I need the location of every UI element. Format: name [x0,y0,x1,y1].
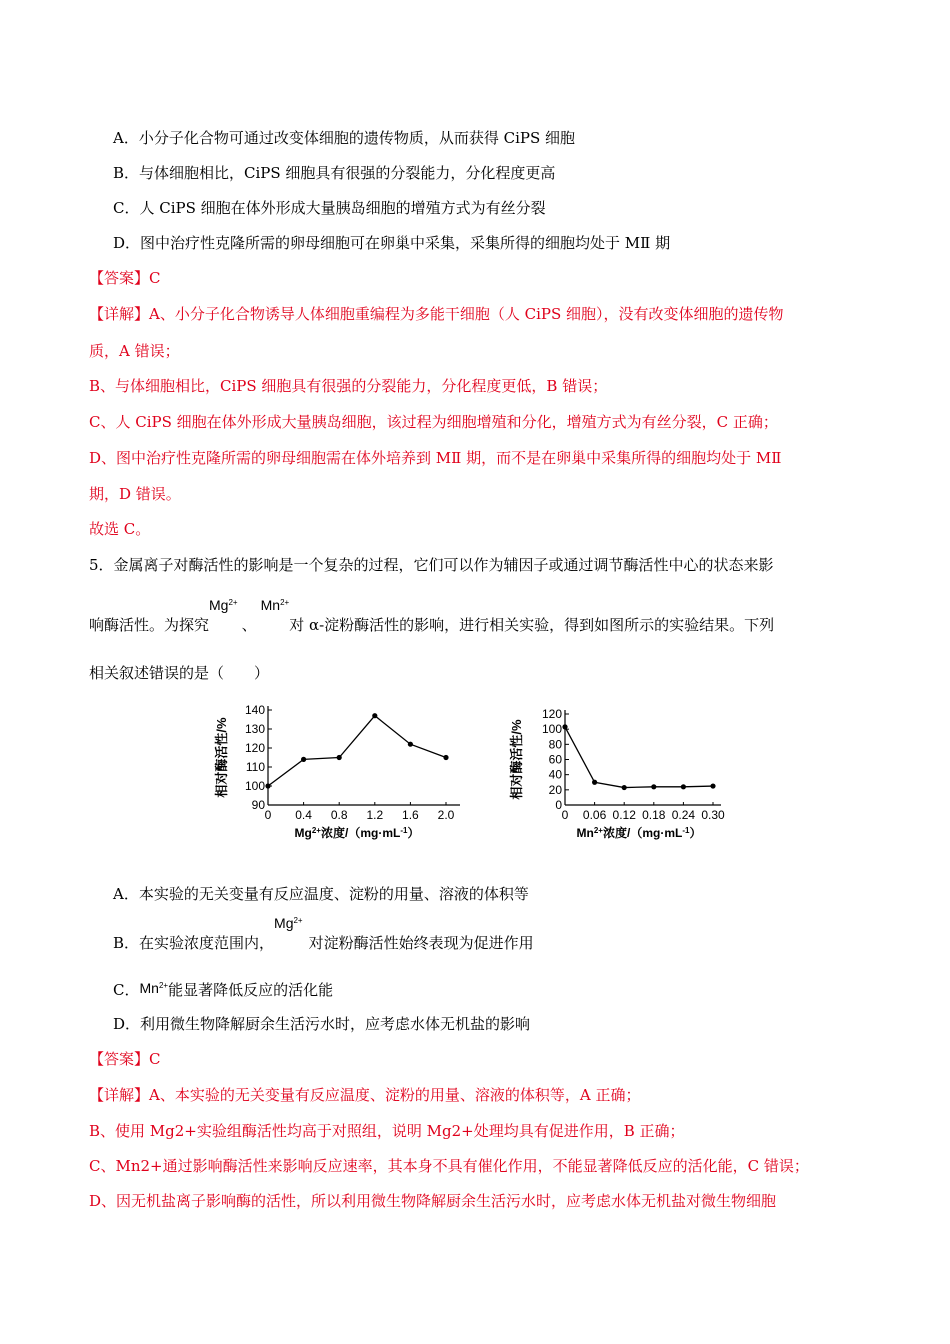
chart-mg-y-tick-label: 120 [244,741,265,755]
chart-mn-y-tick-label: 40 [548,767,562,782]
q4-conclusion: 故选 C。 [89,520,151,538]
chart-mn-y-tick-label: 100 [541,722,562,737]
q5-option-b-text-pre: B．在实验浓度范围内， [113,934,275,952]
q5-stem-text-post: 对 α-淀粉酶活性的影响，进行相关实验，得到如图所示的实验结果。下列 [289,616,775,634]
chart-mg-data-point [337,755,342,760]
q5-option-d: D．利用微生物降解厨余生活污水时，应考虑水体无机盐的影响 [113,1015,531,1033]
q5-option-b [113,915,534,954]
q4-detail-line-6: 期，D 错误。 [89,485,181,503]
q5-stem-line-2 [89,597,775,636]
chart-mn-data-point [562,724,567,729]
chart-mg-x-tick-label: 1.2 [366,808,384,822]
q5-option-c-text-post: 能显著降低反应的活化能 [168,981,334,999]
chart-mn-y-tick-label: 80 [548,737,562,752]
chart-mn-data-point [681,784,686,789]
chart-mg-data-point [443,755,448,760]
q4-answer: 【答案】C [89,269,161,287]
q5-option-c [113,979,333,1001]
chart-mn-x-tick-label: 0 [561,808,569,822]
chart-mg [210,700,480,850]
ion-mg-option-b-symbol: Mg [274,915,294,931]
q5-answer: 【答案】C [89,1050,161,1068]
chart-mg-y-tick-label: 90 [251,798,265,812]
q5-stem-separator: 、 [241,616,257,634]
chart-mn-x-tick-label: 0.06 [582,808,607,822]
ion-mn [261,597,290,613]
chart-mn-x-tick-label: 0.18 [642,808,666,822]
q5-detail-text-1: A、本实验的无关变量有反应温度、淀粉的用量、溶液的体积等，A 正确； [149,1086,641,1104]
ion-mg-option-b-charge: 2+ [293,916,303,925]
q4-detail-line-5: D、图中治疗性克隆所需的卵母细胞需在体外培养到 MⅡ 期，而不是在卵巢中采集所得的细胞均处于 MⅡ [89,449,782,467]
chart-mn [505,700,745,850]
ion-mn-charge: 2+ [280,598,290,607]
q4-detail-line-2: 质，A 错误； [89,342,180,360]
q4-detail-line-3: B、与体细胞相比，CiPS 细胞具有很强的分裂能力，分化程度更低，B 错误； [89,377,608,395]
chart-mn-x-tick-label: 0.30 [701,808,725,822]
q5-option-c-text-pre: C． [113,981,140,999]
chart-mg-x-tick-label: 0 [264,808,272,822]
chart-mg-y-tick-label: 100 [244,779,265,793]
chart-mg-x-tick-label: 1.6 [402,808,419,822]
chart-mn-y-tick-label: 0 [555,798,562,812]
q4-option-c: C．人 CiPS 细胞在体外形成大量胰岛细胞的增殖方式为有丝分裂 [113,199,546,217]
chart-mn-data-point [622,785,627,790]
q4-option-a: A．小分子化合物可通过改变体细胞的遗传物质，从而获得 CiPS 细胞 [113,129,576,147]
q4-detail-line-1 [89,303,784,325]
chart-mg-data-point [408,742,413,747]
q4-detail-label: 【详解】 [89,305,150,323]
chart-mg-data-point [301,757,306,762]
chart-mn-x-tick-label: 0.24 [671,808,696,822]
q5-stem-line-3: 相关叙述错误的是（ ） [89,664,270,682]
q5-stem-text-pre: 响酶活性。为探究 [89,616,210,634]
q5-detail-line-1 [89,1084,640,1106]
chart-mg-data-point [265,783,270,788]
chart-mn-series-line [565,727,713,788]
q5-stem-line-1: 5．金属离子对酶活性的影响是一个复杂的过程，它们可以作为辅因子或通过调节酶活性中心的状态来影 [89,556,774,574]
chart-mg-data-point [372,713,377,718]
ion-mn-option-c-symbol: Mn [139,980,159,996]
chart-mn-x-axis-label: $Mn^{2+}$浓度$/(mg\cdot mL^{-1})$ [576,825,702,840]
chart-mn-y-tick-label: 20 [548,782,562,797]
chart-mg-y-tick-label: 110 [245,760,265,774]
chart-mg-y-tick-label: 130 [244,722,265,736]
q5-option-a: A．本实验的无关变量有反应温度、淀粉的用量、溶液的体积等 [113,885,529,903]
chart-mn-data-point [710,783,715,788]
q4-detail-text-1: A、小分子化合物诱导人体细胞重编程为多能干细胞（人 CiPS 细胞），没有改变体细胞的遗传物 [149,305,784,323]
chart-mn-x-tick-label: 0.12 [612,808,636,822]
chart-mn-data-point [592,780,597,785]
ion-mg-charge: 2+ [228,598,238,607]
chart-mg-x-axis-label: $Mg^{2+}$浓度$/(mg\cdot mL^{-1})$ [294,825,420,840]
ion-mg-option-b [274,915,303,931]
chart-mg-series-line [268,716,446,786]
q4-detail-line-4: C、人 CiPS 细胞在体外形成大量胰岛细胞，该过程为细胞增殖和分化，增殖方式为有丝分裂，C 正确； [89,413,778,431]
q4-option-d: D．图中治疗性克隆所需的卵母细胞可在卵巢中采集，采集所得的细胞均处于 MⅡ 期 [113,234,671,252]
q5-detail-line-4: D、因无机盐离子影响酶的活性，所以利用微生物降解厨余生活污水时，应考虑水体无机盐对微生物细胞 [89,1192,777,1210]
q5-detail-line-3: C、Mn2+通过影响酶活性来影响反应速率，其本身不具有催化作用，不能显著降低反应的活化能，C 错误； [89,1157,809,1175]
chart-mg-y-axis-label: 相对酶活性/% [214,717,229,798]
ion-mn-option-c-charge: 2+ [158,981,169,990]
ion-mg-symbol: Mg [209,597,229,613]
chart-mg-x-tick-label: 0.4 [295,808,312,822]
q5-detail-label: 【详解】 [89,1086,150,1104]
ion-mg [209,597,238,613]
ion-mn-option-c [139,980,168,996]
chart-mg-y-tick-label: 140 [244,703,265,717]
chart-mn-y-tick-label: 60 [548,752,562,767]
chart-mn-y-axis-label: 相对酶活性/% [509,719,524,800]
chart-mn-data-point [651,784,656,789]
ion-mn-symbol: Mn [260,597,281,613]
q5-detail-line-2: B、使用 Mg2+实验组酶活性均高于对照组，说明 Mg2+处理均具有促进作用，B 正确； [89,1122,685,1140]
chart-mn-y-tick-label: 120 [541,707,562,721]
q5-option-b-text-post: 对淀粉酶活性始终表现为促进作用 [308,934,534,952]
chart-mg-x-tick-label: 2.0 [437,808,455,822]
q4-option-b: B．与体细胞相比，CiPS 细胞具有很强的分裂能力，分化程度更高 [113,164,556,182]
chart-mg-x-tick-label: 0.8 [330,808,348,822]
